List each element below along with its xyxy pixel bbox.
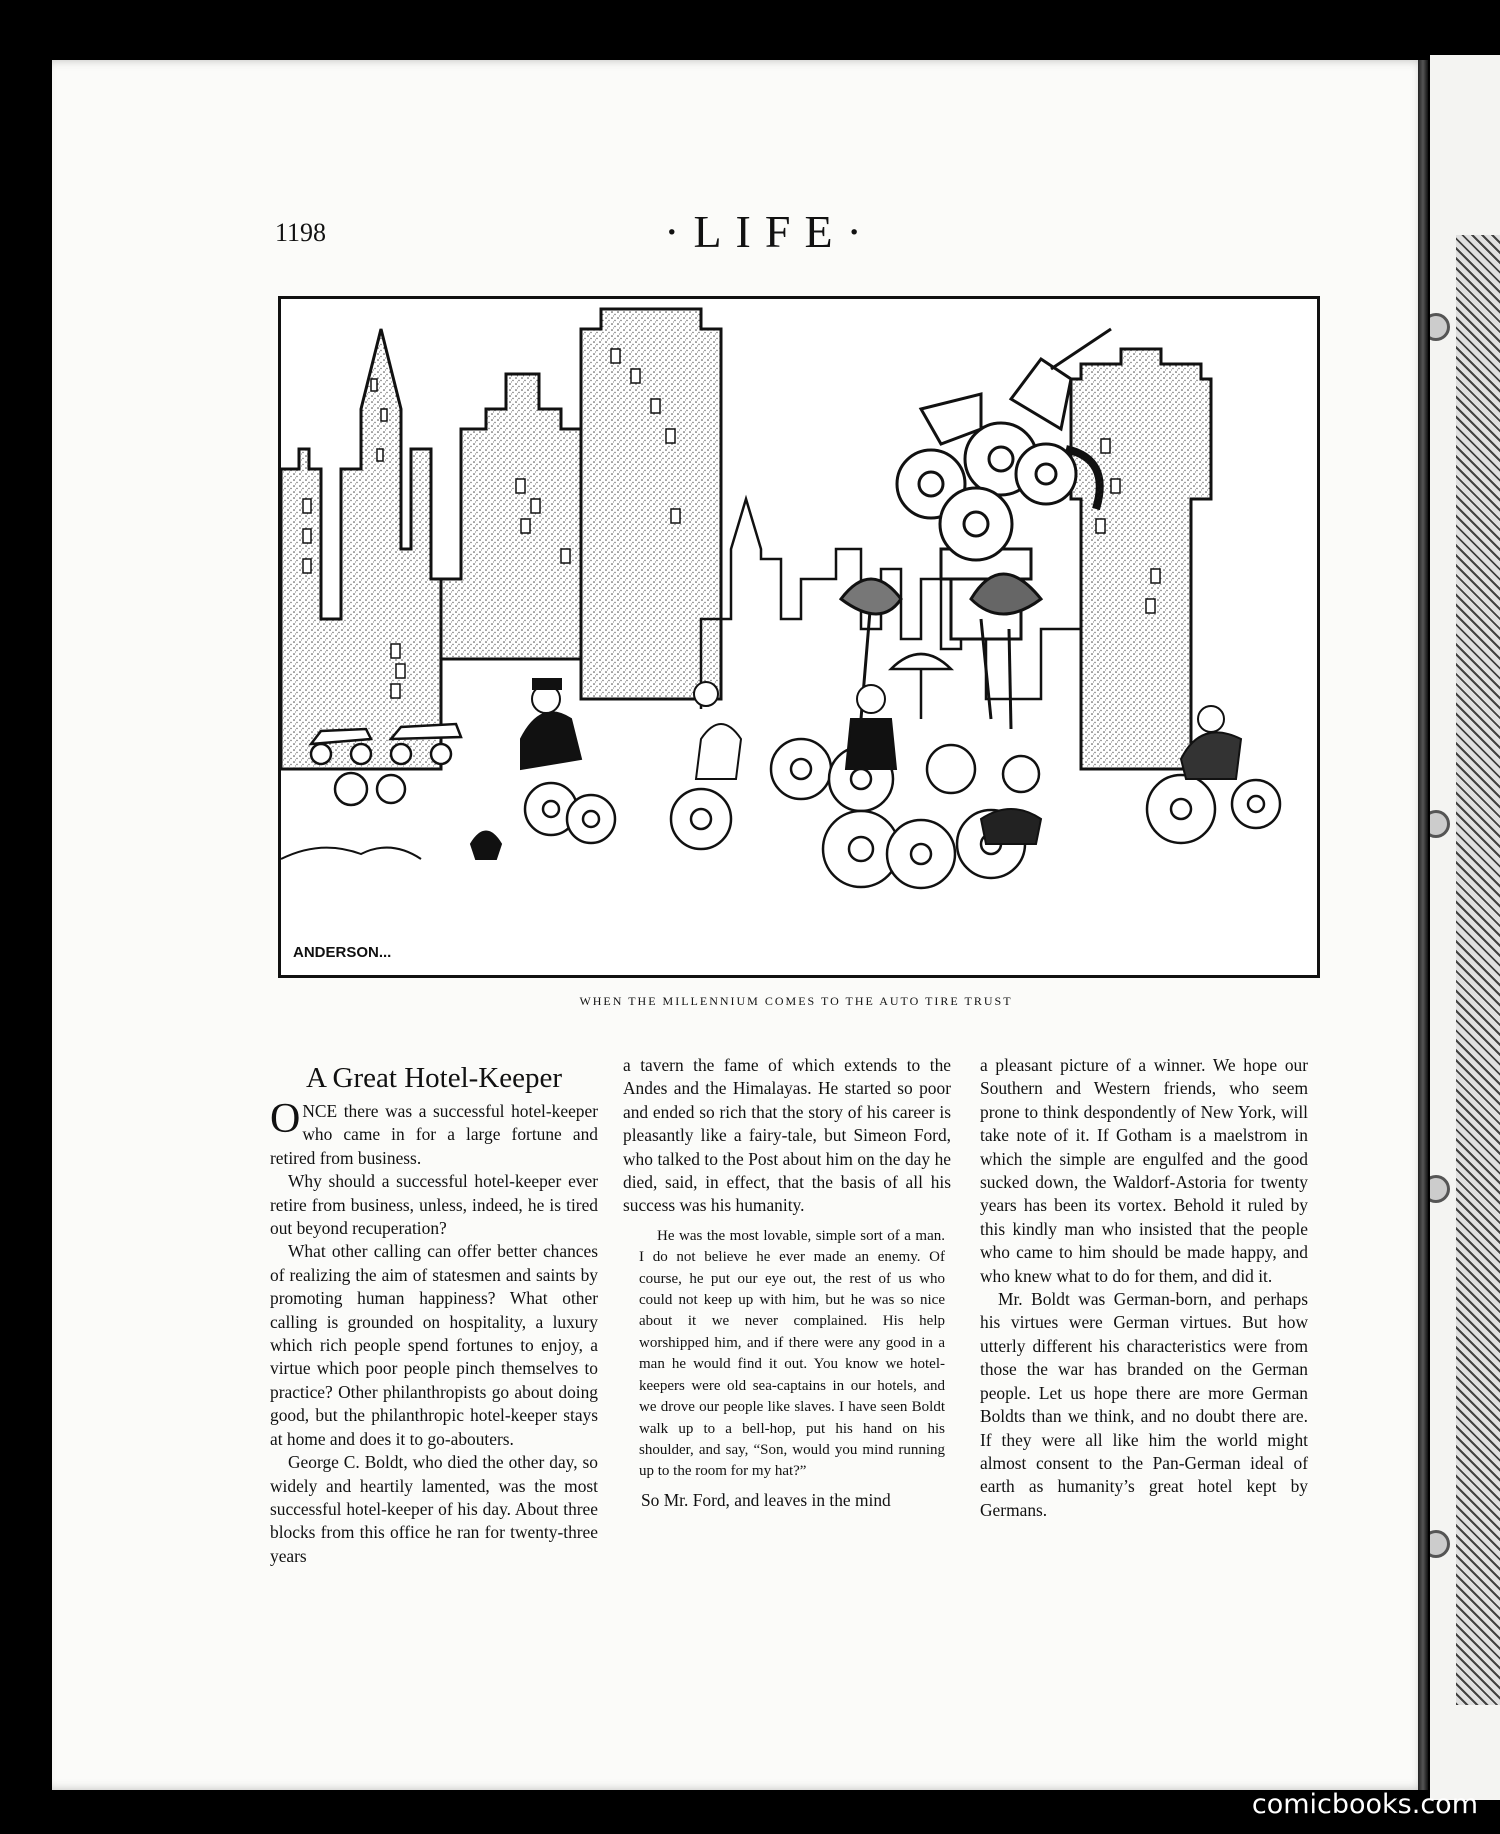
binding-ring-icon [1430, 313, 1450, 341]
cartoon-illustration [278, 296, 1320, 978]
binding-gutter [1418, 60, 1428, 1790]
watermark: comicbooks.com [1251, 1789, 1478, 1820]
article-paragraph: George C. Boldt, who died the other day, so widely and heartily lamented, was the most successful hotel-keeper of his day. About three blocks from this office he ran for twenty-three years [270, 1452, 598, 1566]
quote-text: He was the most lovable, simple sort of a man. I do not believe he ever made an enemy. Of course, he put our eye out, the rest of us who could not keep up with him, but he was so nice about it we never complained. His help worshipped him, and if there were any good in a man he would find it out. You know we hotel-keepers were old sea-captains in our hotels, and we drove our people like slaves. I have seen Boldt walk up to a bell-hop, put his hand on his shoulder, and say, “Son, would you mind running up to the room for my hat?” [639, 1227, 945, 1480]
page-number: 1198 [275, 218, 327, 247]
article-column-1 [270, 1054, 598, 1568]
article-paragraph [270, 1096, 598, 1170]
drop-cap: O [270, 1096, 301, 1142]
binding-ring-icon [1430, 1530, 1450, 1558]
cartoon-caption: WHEN THE MILLENNIUM COMES TO THE AUTO TIRE TRUST [579, 994, 1013, 1008]
binding-ring-icon [1430, 1175, 1450, 1203]
article-paragraph: a pleasant picture of a winner. We hope our Southern and Western friends, who seem prone to think despondently of New York, will take note of it. If Gotham is a maelstrom in which the simple are engulfed and the good sucked down, the Waldorf-Astoria for twenty years has been its vortex. Behold it ruled by this kindly man who insisted that the people who came to him should be made happy, and who knew what to do for them, and did it. [980, 1055, 1308, 1286]
binding-ring-icon [1430, 810, 1450, 838]
adjacent-page-edge [1430, 55, 1500, 1800]
article-paragraph: So Mr. Ford, and leaves in the mind [641, 1489, 891, 1510]
masthead: ·LIFE· [664, 206, 876, 257]
article-paragraph: Mr. Boldt was German-born, and perhaps his virtues were German virtues. But how utterly different his characteristics were from those the war has branded on the German people. Let us hope there are more German Boldts than we think, and no doubt there are. If they were all like him the world might almost consent to the Pan-German ideal of earth as humanity’s great hotel kept by Germans. [980, 1289, 1308, 1520]
article-paragraph: Why should a successful hotel-keeper ever retire from business, unless, indeed, he is tired out beyond recuperation? [270, 1171, 598, 1239]
article-column-3 [980, 1054, 1308, 1522]
adjacent-page-illustration [1456, 235, 1500, 1705]
paragraph-text: NCE there was a successful hotel-keeper who came in for a large fortune and retired from business. [270, 1101, 598, 1168]
article-column-2 [623, 1054, 951, 1512]
cartoon-signature: ANDERSON... [293, 944, 392, 961]
block-quote [639, 1226, 945, 1483]
article-paragraph: a tavern the fame of which extends to the Andes and the Himalayas. He started so poor and ended so rich that the story of his career is pleasantly like a fairy-tale, but Simeon Ford, who talked to the Post about him on the day he died, said, in effect, that the basis of all his success was his humanity. [623, 1055, 951, 1216]
article-paragraph: What other calling can offer better chances of realizing the aim of statesmen and saints by promoting human happiness? What other calling is grounded on hospitality, a luxury which rich people spend fortunes to enjoy, a virtue which poor people pinch themselves to practice? Other philanthropists go about doing good, but the philanthropic hotel-keeper stays at home and does it to go-abouters. [270, 1241, 598, 1449]
article-headline: A Great Hotel-Keeper [305, 1062, 563, 1094]
